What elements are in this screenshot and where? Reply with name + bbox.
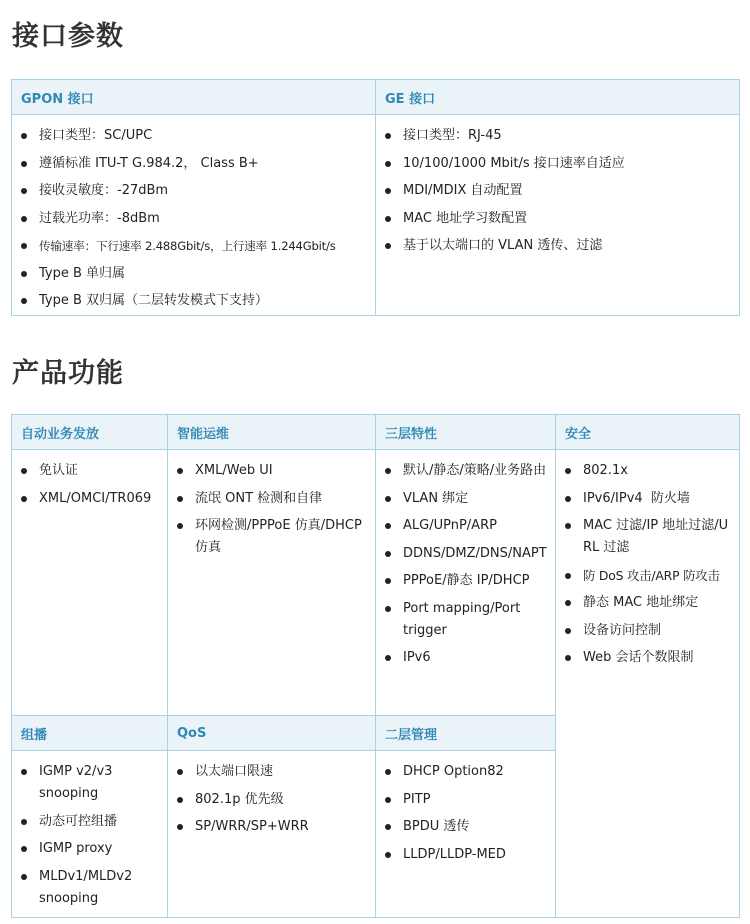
qos-header-label: QoS — [177, 725, 207, 741]
layer3-header — [376, 415, 556, 450]
layer3-body — [376, 450, 556, 716]
smart-ops-header — [168, 415, 376, 450]
list-item: IGMP proxy — [39, 838, 137, 860]
gpon-header — [12, 80, 376, 115]
list-item: LLDP/LLDP-MED — [403, 844, 549, 866]
interface-section-title: 接口参数 — [12, 21, 124, 52]
list-item: DDNS/DMZ/DNS/NAPT — [403, 543, 551, 565]
layer3-list — [376, 450, 555, 669]
ge-list — [376, 115, 739, 257]
ge-body — [376, 115, 740, 316]
list-item: 免认证 — [39, 460, 161, 482]
list-item: Port mapping/Port trigger — [403, 598, 551, 642]
list-item: PITP — [403, 789, 549, 811]
list-item: VLAN 绑定 — [403, 488, 551, 510]
list-item: 遵循标准 ITU-T G.984.2， Class B+ — [39, 153, 373, 175]
multicast-header-label: 组播 — [21, 727, 48, 743]
security-list — [556, 450, 739, 669]
qos-list — [168, 751, 375, 838]
features-table — [11, 414, 740, 918]
list-item: 接口类型：SC/UPC — [39, 125, 373, 147]
multicast-header — [12, 716, 168, 751]
list-item: 防 DoS 攻击/ARP 防攻击 — [583, 565, 735, 587]
interface-table — [11, 79, 740, 316]
layer2-header — [376, 716, 556, 751]
list-item: 802.1x — [583, 460, 735, 482]
list-item: 接收灵敏度：-27dBm — [39, 180, 373, 202]
list-item: ALG/UPnP/ARP — [403, 515, 551, 537]
auto-service-header-label: 自动业务发放 — [21, 426, 100, 442]
list-item: 环网检测/PPPoE 仿真/DHCP 仿真 — [195, 515, 369, 559]
list-item: 10/100/1000 Mbit/s 接口速率自适应 — [403, 153, 733, 175]
list-item: 默认/静态/策略/业务路由 — [403, 460, 551, 482]
layer3-header-label: 三层特性 — [385, 426, 438, 442]
auto-service-list — [12, 450, 167, 510]
list-item: 基于以太端口的 VLAN 透传、过滤 — [403, 235, 733, 257]
list-item: IPv6 — [403, 647, 551, 669]
layer2-body — [376, 751, 556, 918]
list-item: 流氓 ONT 检测和自律 — [195, 488, 369, 510]
list-item: IPv6/IPv4 防火墙 — [583, 488, 735, 510]
list-item: PPPoE/静态 IP/DHCP — [403, 570, 551, 592]
list-item: MAC 地址学习数配置 — [403, 208, 733, 230]
list-item: MLDv1/MLDv2 snooping — [39, 866, 137, 910]
layer2-list — [376, 751, 555, 866]
list-item: 接口类型：RJ-45 — [403, 125, 733, 147]
smart-ops-body — [168, 450, 376, 716]
layer2-header-label: 二层管理 — [385, 727, 438, 743]
smart-ops-header-label: 智能运维 — [177, 426, 230, 442]
qos-body — [168, 751, 376, 918]
multicast-list — [12, 751, 167, 910]
list-item: Type B 双归属（二层转发模式下支持） — [39, 290, 373, 312]
gpon-list — [12, 115, 375, 312]
list-item: IGMP v2/v3 snooping — [39, 761, 137, 805]
ge-header — [376, 80, 740, 115]
list-item: MAC 过滤/IP 地址过滤/URL 过滤 — [583, 515, 735, 559]
list-item: Type B 单归属 — [39, 263, 373, 285]
qos-header — [168, 716, 376, 751]
smart-ops-list — [168, 450, 375, 559]
list-item: XML/Web UI — [195, 460, 369, 482]
gpon-header-label: GPON 接口 — [21, 91, 94, 107]
list-item: 传输速率：下行速率 2.488Gbit/s，上行速率 1.244Gbit/s — [39, 235, 373, 257]
features-section-title: 产品功能 — [12, 358, 124, 389]
security-header — [556, 415, 740, 450]
list-item: 802.1p 优先级 — [195, 789, 369, 811]
list-item: 动态可控组播 — [39, 811, 137, 833]
list-item: MDI/MDIX 自动配置 — [403, 180, 733, 202]
list-item: 静态 MAC 地址绑定 — [583, 592, 735, 614]
list-item: BPDU 透传 — [403, 816, 549, 838]
gpon-body — [12, 115, 376, 316]
list-item: 设备访问控制 — [583, 620, 735, 642]
list-item: DHCP Option82 — [403, 761, 549, 783]
ge-header-label: GE 接口 — [385, 91, 436, 107]
list-item: XML/OMCI/TR069 — [39, 488, 161, 510]
list-item: 以太端口限速 — [195, 761, 369, 783]
multicast-body — [12, 751, 168, 918]
list-item: Web 会话个数限制 — [583, 647, 735, 669]
security-body — [556, 450, 740, 918]
security-header-label: 安全 — [565, 426, 592, 442]
list-item: SP/WRR/SP+WRR — [195, 816, 369, 838]
auto-service-header — [12, 415, 168, 450]
list-item: 过载光功率：-8dBm — [39, 208, 373, 230]
auto-service-body — [12, 450, 168, 716]
